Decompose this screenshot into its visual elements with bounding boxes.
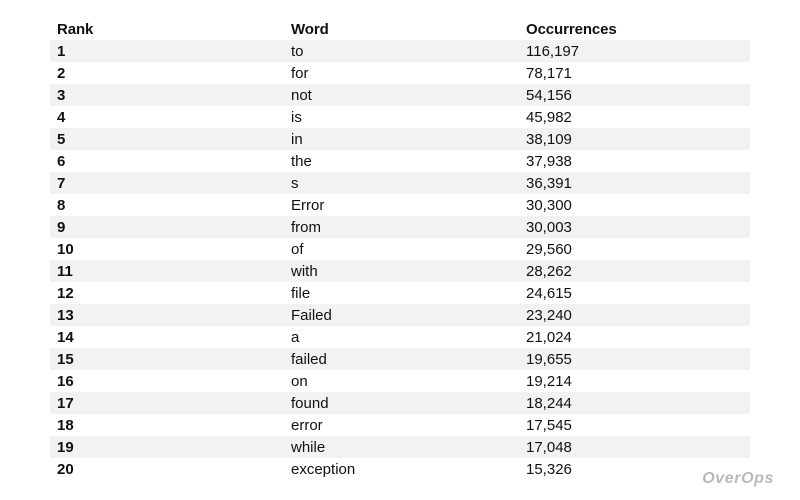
table-row <box>50 260 750 282</box>
cell-occurrences: 30,300 <box>519 194 750 216</box>
cell-rank: 6 <box>50 150 284 172</box>
cell-rank: 2 <box>50 62 284 84</box>
cell-rank: 3 <box>50 84 284 106</box>
cell-occurrences: 18,244 <box>519 392 750 414</box>
cell-word: in <box>284 128 519 150</box>
table-row <box>50 62 750 84</box>
column-header-occurrences: Occurrences <box>526 20 617 38</box>
table-row <box>50 106 750 128</box>
cell-occurrences: 19,214 <box>519 370 750 392</box>
cell-occurrences: 38,109 <box>519 128 750 150</box>
cell-word: is <box>284 106 519 128</box>
cell-occurrences: 36,391 <box>519 172 750 194</box>
table-row <box>50 216 750 238</box>
cell-word: s <box>284 172 519 194</box>
cell-word: not <box>284 84 519 106</box>
cell-rank: 13 <box>50 304 284 326</box>
overops-watermark: OverOps <box>702 470 774 487</box>
table-row <box>50 238 750 260</box>
cell-word: of <box>284 238 519 260</box>
cell-rank: 4 <box>50 106 284 128</box>
cell-word: Failed <box>284 304 519 326</box>
table-row <box>50 282 750 304</box>
cell-occurrences: 45,982 <box>519 106 750 128</box>
cell-rank: 18 <box>50 414 284 436</box>
cell-occurrences: 28,262 <box>519 260 750 282</box>
cell-word: failed <box>284 348 519 370</box>
table-row <box>50 392 750 414</box>
cell-rank: 8 <box>50 194 284 216</box>
cell-occurrences: 116,197 <box>519 40 750 62</box>
cell-occurrences: 24,615 <box>519 282 750 304</box>
cell-word: to <box>284 40 519 62</box>
cell-occurrences: 17,048 <box>519 436 750 458</box>
word-frequency-table <box>50 18 750 480</box>
cell-rank: 14 <box>50 326 284 348</box>
table-row <box>50 436 750 458</box>
column-header-rank: Rank <box>57 20 94 38</box>
cell-rank: 11 <box>50 260 284 282</box>
table-row <box>50 150 750 172</box>
cell-word: exception <box>284 458 519 480</box>
cell-occurrences: 19,655 <box>519 348 750 370</box>
cell-rank: 5 <box>50 128 284 150</box>
cell-rank: 19 <box>50 436 284 458</box>
cell-word: found <box>284 392 519 414</box>
table-row <box>50 194 750 216</box>
cell-word: Error <box>284 194 519 216</box>
cell-rank: 12 <box>50 282 284 304</box>
cell-rank: 9 <box>50 216 284 238</box>
table-row <box>50 414 750 436</box>
table-row <box>50 348 750 370</box>
cell-word: on <box>284 370 519 392</box>
cell-occurrences: 37,938 <box>519 150 750 172</box>
cell-word: for <box>284 62 519 84</box>
cell-occurrences: 54,156 <box>519 84 750 106</box>
cell-occurrences: 17,545 <box>519 414 750 436</box>
cell-word: a <box>284 326 519 348</box>
cell-rank: 20 <box>50 458 284 480</box>
cell-occurrences: 23,240 <box>519 304 750 326</box>
cell-word: the <box>284 150 519 172</box>
table-row <box>50 84 750 106</box>
table-row <box>50 172 750 194</box>
table-body <box>50 40 750 480</box>
table-row <box>50 326 750 348</box>
cell-rank: 15 <box>50 348 284 370</box>
table-row <box>50 370 750 392</box>
cell-word: error <box>284 414 519 436</box>
cell-occurrences: 30,003 <box>519 216 750 238</box>
cell-rank: 10 <box>50 238 284 260</box>
cell-word: with <box>284 260 519 282</box>
table-header-row <box>50 18 750 40</box>
cell-rank: 7 <box>50 172 284 194</box>
column-header-word: Word <box>291 20 329 38</box>
cell-rank: 1 <box>50 40 284 62</box>
table-row <box>50 304 750 326</box>
cell-word: while <box>284 436 519 458</box>
table-row <box>50 128 750 150</box>
cell-occurrences: 29,560 <box>519 238 750 260</box>
table-row <box>50 458 750 480</box>
cell-occurrences: 78,171 <box>519 62 750 84</box>
cell-rank: 16 <box>50 370 284 392</box>
cell-occurrences: 21,024 <box>519 326 750 348</box>
table-row <box>50 40 750 62</box>
cell-rank: 17 <box>50 392 284 414</box>
cell-word: file <box>284 282 519 304</box>
cell-occurrences: 15,326 <box>519 458 750 480</box>
cell-word: from <box>284 216 519 238</box>
